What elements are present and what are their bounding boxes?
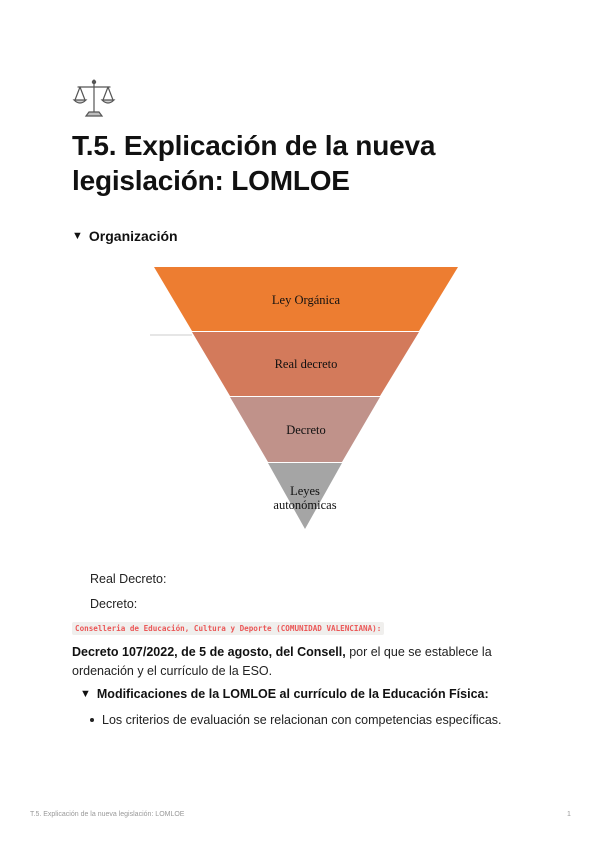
list-item	[102, 711, 502, 730]
triangle-down-icon: ▼	[80, 687, 91, 700]
pyramid-label-ley-organica: Ley Orgánica	[271, 293, 341, 307]
balance-scale-icon	[72, 76, 116, 120]
decreto-label: Decreto:	[90, 597, 138, 611]
footer-title: T.5. Explicación de la nueva legislación: LOMLOE	[30, 811, 185, 818]
pyramid-label-leyes-line2: autonómicas	[273, 498, 337, 512]
footer-page-number: 1	[567, 811, 571, 818]
list-item-text: Los criterios de evaluación se relacionan con competencias específicas.	[102, 713, 502, 727]
pyramid-label-real-decreto: Real decreto	[274, 357, 338, 371]
inline-code-conselleria: Conselleria de Educación, Cultura y Deporte (COMUNIDAD VALENCIANA):	[72, 622, 384, 635]
toggle-label: Modificaciones de la LOMLOE al currículo de la Educación Física:	[96, 687, 489, 701]
decree-paragraph	[72, 643, 532, 681]
decree-description: por el que se establece la ordenación y el currículo de la ESO.	[72, 645, 492, 678]
pyramid-label-leyes-line1: Leyes	[290, 484, 320, 498]
toggle-label: Organización	[88, 228, 178, 244]
toggle-organizacion[interactable]	[72, 228, 178, 244]
pyramid-label-decreto: Decreto	[286, 423, 326, 437]
triangle-down-icon: ▼	[72, 229, 83, 242]
toggle-modificaciones[interactable]	[80, 687, 540, 701]
decree-bold-title: Decreto 107/2022, de 5 de agosto, del Consell,	[72, 645, 346, 659]
real-decreto-label: Real Decreto:	[90, 572, 167, 586]
page-title: T.5. Explicación de la nueva legislación: LOMLOE	[72, 130, 436, 196]
bullet-icon	[90, 718, 94, 722]
hierarchy-pyramid	[150, 265, 462, 535]
